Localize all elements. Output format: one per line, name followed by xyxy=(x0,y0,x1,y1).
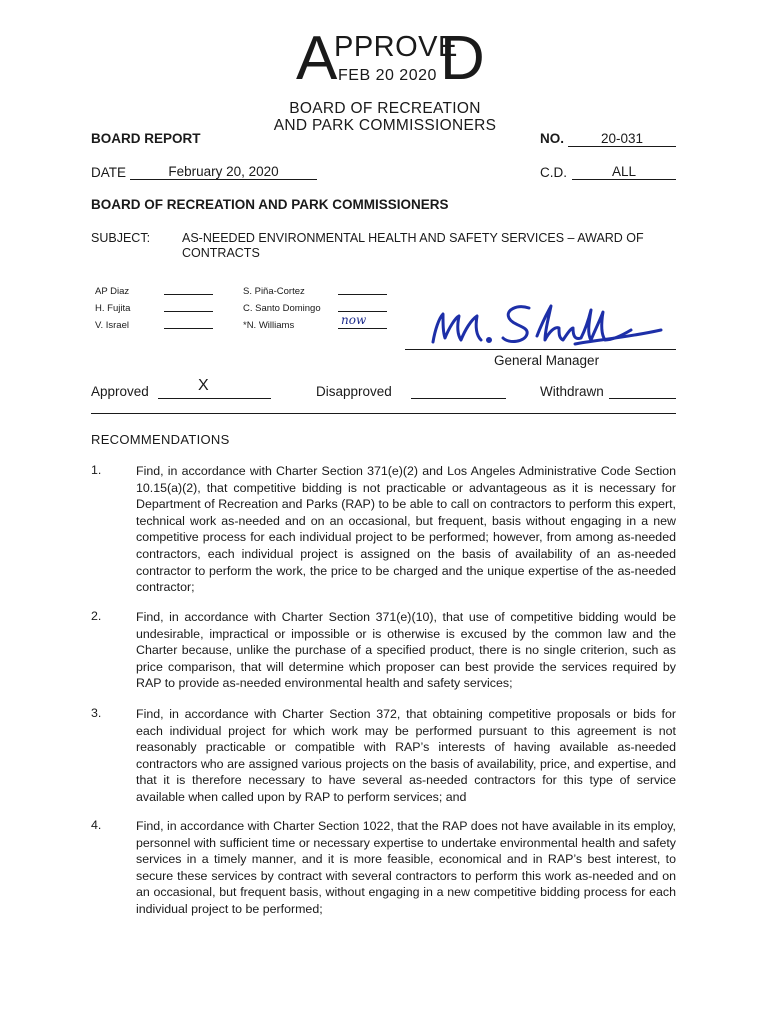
stamp-org xyxy=(255,100,515,134)
approved-mark: X xyxy=(198,377,209,394)
recommendation-number: 2. xyxy=(91,609,102,623)
disapproved-line xyxy=(411,398,506,399)
commissioner-williams: *N. Williams xyxy=(243,320,295,331)
vote-line-santo-domingo xyxy=(338,311,387,312)
vote-line-pina-cortez xyxy=(338,294,387,295)
board-title: BOARD OF RECREATION AND PARK COMMISSIONERS xyxy=(91,197,449,212)
stamp-letter-d: D xyxy=(440,24,485,93)
stamp-org-line1: BOARD OF RECREATION xyxy=(289,100,481,117)
commissioner-pina-cortez: S. Piña-Cortez xyxy=(243,286,305,297)
subject-line2: CONTRACTS xyxy=(182,246,260,260)
recommendation-number: 4. xyxy=(91,818,102,832)
recommendation-text: Find, in accordance with Charter Section 372, that obtaining competitive proposals or bids for each individual project for which work may be performed pursuant to this agreement is not reasonably practicable or compatible with RAP’s interests of having available as-needed contractors who are assigned various projects on the basis of availability, price, and expertise, and that it is therefore necessary to have several as-needed contractors for this type of service available when called upon by RAP to perform services; and xyxy=(136,707,676,804)
vote-line-diaz xyxy=(164,294,213,295)
recommendation-text: Find, in accordance with Charter Section 371(e)(2) and Los Angeles Administrative Code Section 10.15(a)(2), that competitive bidding is not practicable or advantageous as it is necessary for Department of Recreation and Parks (RAP) to be able to call on contractors to perform this expert, technical work as-needed and on an occasional, but frequent, basis without engaging in a new competitive process for each individual project to be performed; however, from among as-needed contractors, each individual project is assigned on the basis of availability of an as-needed contractor to perform the work, the price to be charged and the unique expertise of the as-needed contractor; xyxy=(136,464,676,595)
general-manager-signature xyxy=(425,300,665,350)
vote-line-israel xyxy=(164,328,213,329)
approved-label: Approved xyxy=(91,384,149,399)
stamp-date: FEB 20 2020 xyxy=(338,67,437,84)
commissioner-fujita: H. Fujita xyxy=(95,303,131,314)
cd-label: C.D. xyxy=(540,165,567,180)
header-divider xyxy=(91,413,676,414)
cd-value: ALL xyxy=(572,164,676,180)
approved-line xyxy=(158,398,271,399)
stamp-org-line2: AND PARK COMMISSIONERS xyxy=(273,117,497,134)
vote-line-williams xyxy=(338,328,387,329)
approved-stamp xyxy=(296,24,486,93)
recommendations-heading: RECOMMENDATIONS xyxy=(91,432,230,447)
date-value: February 20, 2020 xyxy=(130,164,317,180)
williams-handwritten-note: now xyxy=(341,313,367,327)
recommendation-text: Find, in accordance with Charter Section 1022, that the RAP does not have available in its employ, personnel with sufficient time or necessary expertise to undertake environmental health and safety services in a timely manner, and it is more feasible, economical and in RAP’s best interest, to secure these services by contract with several contractors to perform this work as-needed and on an occasional, but frequent basis, without engaging in a new competitive bidding process for each individual project to be performed; xyxy=(136,819,676,916)
withdrawn-line xyxy=(609,398,676,399)
commissioner-santo-domingo: C. Santo Domingo xyxy=(243,303,321,314)
recommendation-number: 1. xyxy=(91,463,102,477)
commissioner-israel: V. Israel xyxy=(95,320,129,331)
date-label: DATE xyxy=(91,165,127,180)
report-number-value: 20-031 xyxy=(568,131,676,147)
commissioner-diaz: AP Diaz xyxy=(95,286,130,297)
stamp-word: PPROVE xyxy=(334,31,458,63)
report-number-label: NO. xyxy=(540,131,565,146)
subject-line1: AS-NEEDED ENVIRONMENTAL HEALTH AND SAFETY SERVICES – AWARD OF xyxy=(182,231,644,245)
disapproved-label: Disapproved xyxy=(316,384,392,399)
general-manager-title: General Manager xyxy=(494,353,600,368)
vote-line-fujita xyxy=(164,311,213,312)
signature-line xyxy=(405,349,676,350)
recommendation-text: Find, in accordance with Charter Section 371(e)(10), that use of competitive bidding would be undesirable, impractical or impossible or is otherwise is excused by the common law and the Charter because, unlike the purchase of a specified product, there is no single criterion, such as price comparison, that will determine which proposer can best provide the services required by RAP to provide as-needed environmental health and safety services; xyxy=(136,610,676,691)
board-report-label: BOARD REPORT xyxy=(91,131,201,146)
stamp-letter-a: A xyxy=(296,24,338,93)
withdrawn-label: Withdrawn xyxy=(540,384,604,399)
recommendation-number: 3. xyxy=(91,706,102,720)
subject-label: SUBJECT: xyxy=(91,231,151,245)
